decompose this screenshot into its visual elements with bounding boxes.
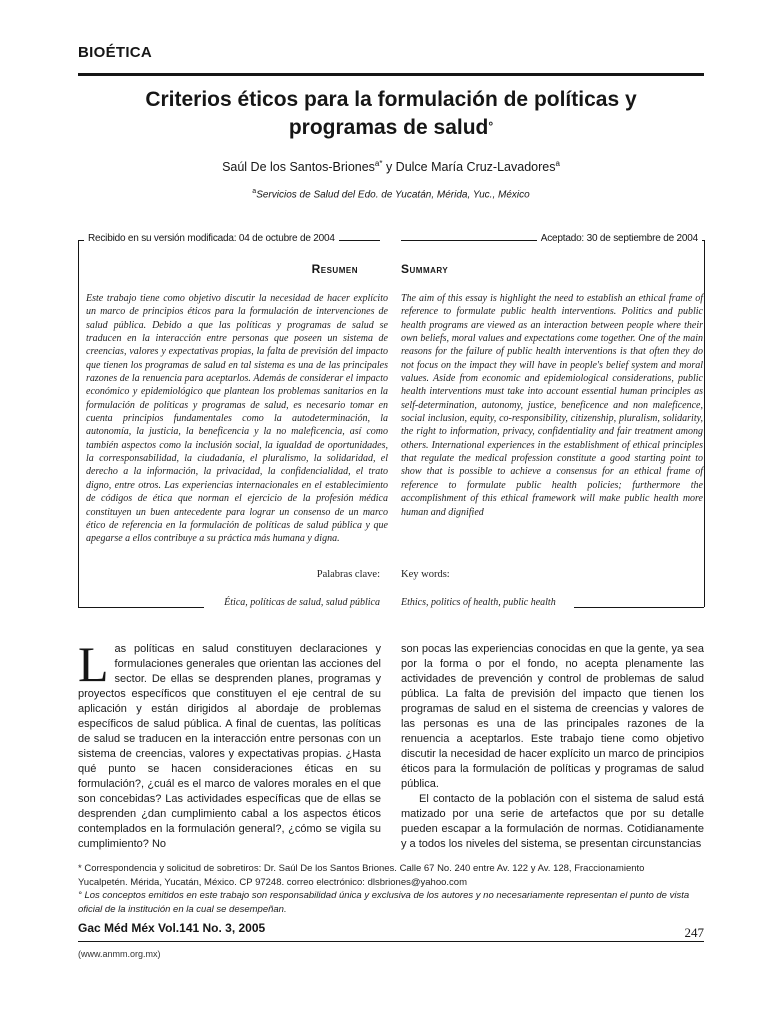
author-1: Saúl De los Santos-Briones	[222, 160, 375, 175]
disclaimer-note	[78, 889, 704, 916]
title-line-2	[78, 114, 704, 142]
article-title	[78, 86, 704, 142]
keywords-en: Ethics, politics of health, public health	[401, 597, 556, 608]
affiliation-mark: a	[252, 188, 257, 195]
footer-rule	[78, 941, 704, 942]
body-column-left	[78, 636, 381, 852]
resumen-box-left-line	[78, 240, 79, 607]
footnotes	[78, 862, 704, 916]
keywords-es: Ética, políticas de salud, salud pública	[224, 597, 380, 608]
disclaimer-mark: °	[78, 890, 82, 901]
summary-box-right-line	[704, 240, 705, 607]
correspondence-note	[78, 862, 704, 889]
correspondence-line-1: * Correspondencia y solicitud de sobretiros: Dr. Saúl De los Santos Briones. Calle 67 No. 240 entre Av. 122 y Av. 128, Fraccionamiento	[78, 863, 645, 874]
author-2-mark: a	[555, 159, 560, 168]
received-date: Recibido en su versión modificada: 04 de octubre de 2004	[84, 233, 339, 244]
title-footnote-mark: °	[488, 119, 494, 133]
header-rule	[78, 73, 704, 76]
summary-box-bottom-line	[574, 607, 704, 608]
section-label: BIOÉTICA	[78, 44, 153, 61]
summary-heading: Summary	[401, 262, 449, 276]
resumen-box-bottom-line	[78, 607, 204, 608]
body-column-right	[401, 642, 704, 852]
resumen-heading: Resumen	[311, 262, 358, 276]
author-2: y Dulce María Cruz-Lavadores	[382, 160, 556, 175]
accepted-date: Aceptado: 30 de septiembre de 2004	[537, 233, 702, 244]
affiliation	[78, 188, 704, 200]
keywords-label-en: Key words:	[401, 569, 450, 580]
title-line-2-text: programas de salud	[288, 116, 489, 139]
journal-url: (www.anmm.org.mx)	[78, 949, 161, 959]
summary-text: The aim of this essay is highlight the need to establish an ethical frame of reference to formulate public health interventions. Politics and public health programs are viewed as an interaction between people where their own beliefs, moral values and expectations come together. One of the main reasons for the failure of public health interventions is that often they do not focus on the impact they will have in people's belief system and moral values. Aside from economic and epidemiological considerations, public health interventions must take into account essential human principles as self-determination, autonomy, justice, beneficence and non maleficence, social inclusion, equity, co-responsibility, citizenship, pluralism, solidarity, the right to information, privacy, confidentiality and fair treatment among others. International experiences in the establishment of ethical principles that regulate the medical profession constitute a good starting point to show that is possible to achieve a consensus for an ethical frame of reference to formulate public health policies; furthermore the accomplishment of this ethical framework will make public health more human and dignified	[401, 293, 703, 518]
drop-cap: L	[78, 636, 109, 692]
author-list	[78, 159, 704, 174]
journal-citation: Gac Méd Méx Vol.141 No. 3, 2005	[78, 921, 266, 935]
resumen-text: Este trabajo tiene como objetivo discutir la necesidad de hacer explícito un marco de principios éticos para la formulación de intervenciones de salud pública. Debido a que las políticas y programas de salud se traducen en la interacción entre personas que poseen un sistema de creencias, valores y expectativas propias, la falta de previsión del impacto que tienen los programas de salud en tal sistema es una de las principales razones de la renuencia para aceptarlos. Además de considerar el impacto económico y epidemiológico que plantean los problemas sanitarios en la formulación de políticas y programas de salud, es necesario tomar en cuenta principios fundamentales como la autodeterminación, la autonomía, la justicia, la beneficencia y la no maleficencia, así como también aspectos como la inclusión social, la igualdad de oportunidades, la corresponsabilidad, la ciudadanía, el pluralismo, la solidaridad, el derecho a la información, la privacidad, la confidencialidad, el trato digno, entre otros. Las experiencias internacionales en el establecimiento de códigos de ética que norman el ejercicio de la profesión médica constituyen un buen antecedente para lograr un consenso de un marco ético de referencia en la formulación de políticas de salud pública y que apegarse a ellos contribuye a su práctica más humana y digna.	[86, 293, 388, 545]
body-right-paragraph-2: El contacto de la población con el sistema de salud está matizado por una serie de artefactos que por su detalle pueden escapar a la formulación de normas. Cotidianamente y a todos los niveles del sistema, se presentan circunstancias	[401, 793, 704, 850]
keywords-label-es: Palabras clave:	[316, 569, 380, 580]
author-1-mark: a*	[374, 159, 383, 168]
body-left-text: as políticas en salud constituyen declaraciones y formulaciones generales que orientan las acciones del sector. De ellas se desprenden planes, programas y proyectos específicos que constituyen el eje central de su aplicación y están dirigidos al abordaje de problemas específicos de salud pública. A final de cuentas, las políticas de salud se traducen en la interacción entre personas con un sistema de creencias, valores y expectativas propias. ¿Hasta qué punto se hacen consideraciones éticas en su formulación?, ¿cuál es el marco de valores morales en el que son concebidas? Las actividades específicas que de ellas se desprenden ¿dan cumplimiento cabal a los aspectos éticos contemplados en la formulación general?, ¿cómo se vigila su cumplimiento? No	[78, 643, 381, 850]
affiliation-text: Servicios de Salud del Edo. de Yucatán, Mérida, Yuc., México	[256, 189, 530, 201]
disclaimer-text: Los conceptos emitidos en este trabajo son responsabilidad única y exclusiva de los autores y no necesariamente representan el punto de vista oficial de la institución en la cual se desempeñan.	[78, 890, 690, 915]
correspondence-line-2: Yucalpetén. Mérida, Yucatán, México. CP 97248. correo electrónico: dlsbriones@yahoo.com	[78, 876, 467, 888]
page-number: 247	[684, 925, 704, 940]
body-right-paragraph-1: son pocas las experiencias conocidas en que la gente, ya sea por la forma o por el fondo, no acepta plenamente las actividades de prevención y control de problemas de salud pública. La falta de previsión del impacto que tienen los programas de salud en el sistema de creencias y valores de las personas es una de las principales razones de la renuencia a aceptarlos. Este trabajo tiene como objetivo discutir la necesidad de hacer explícito un marco de principios éticos para la formulación de políticas y programas de salud pública.	[401, 643, 704, 790]
title-line-1: Criterios éticos para la formulación de políticas y	[145, 88, 637, 111]
